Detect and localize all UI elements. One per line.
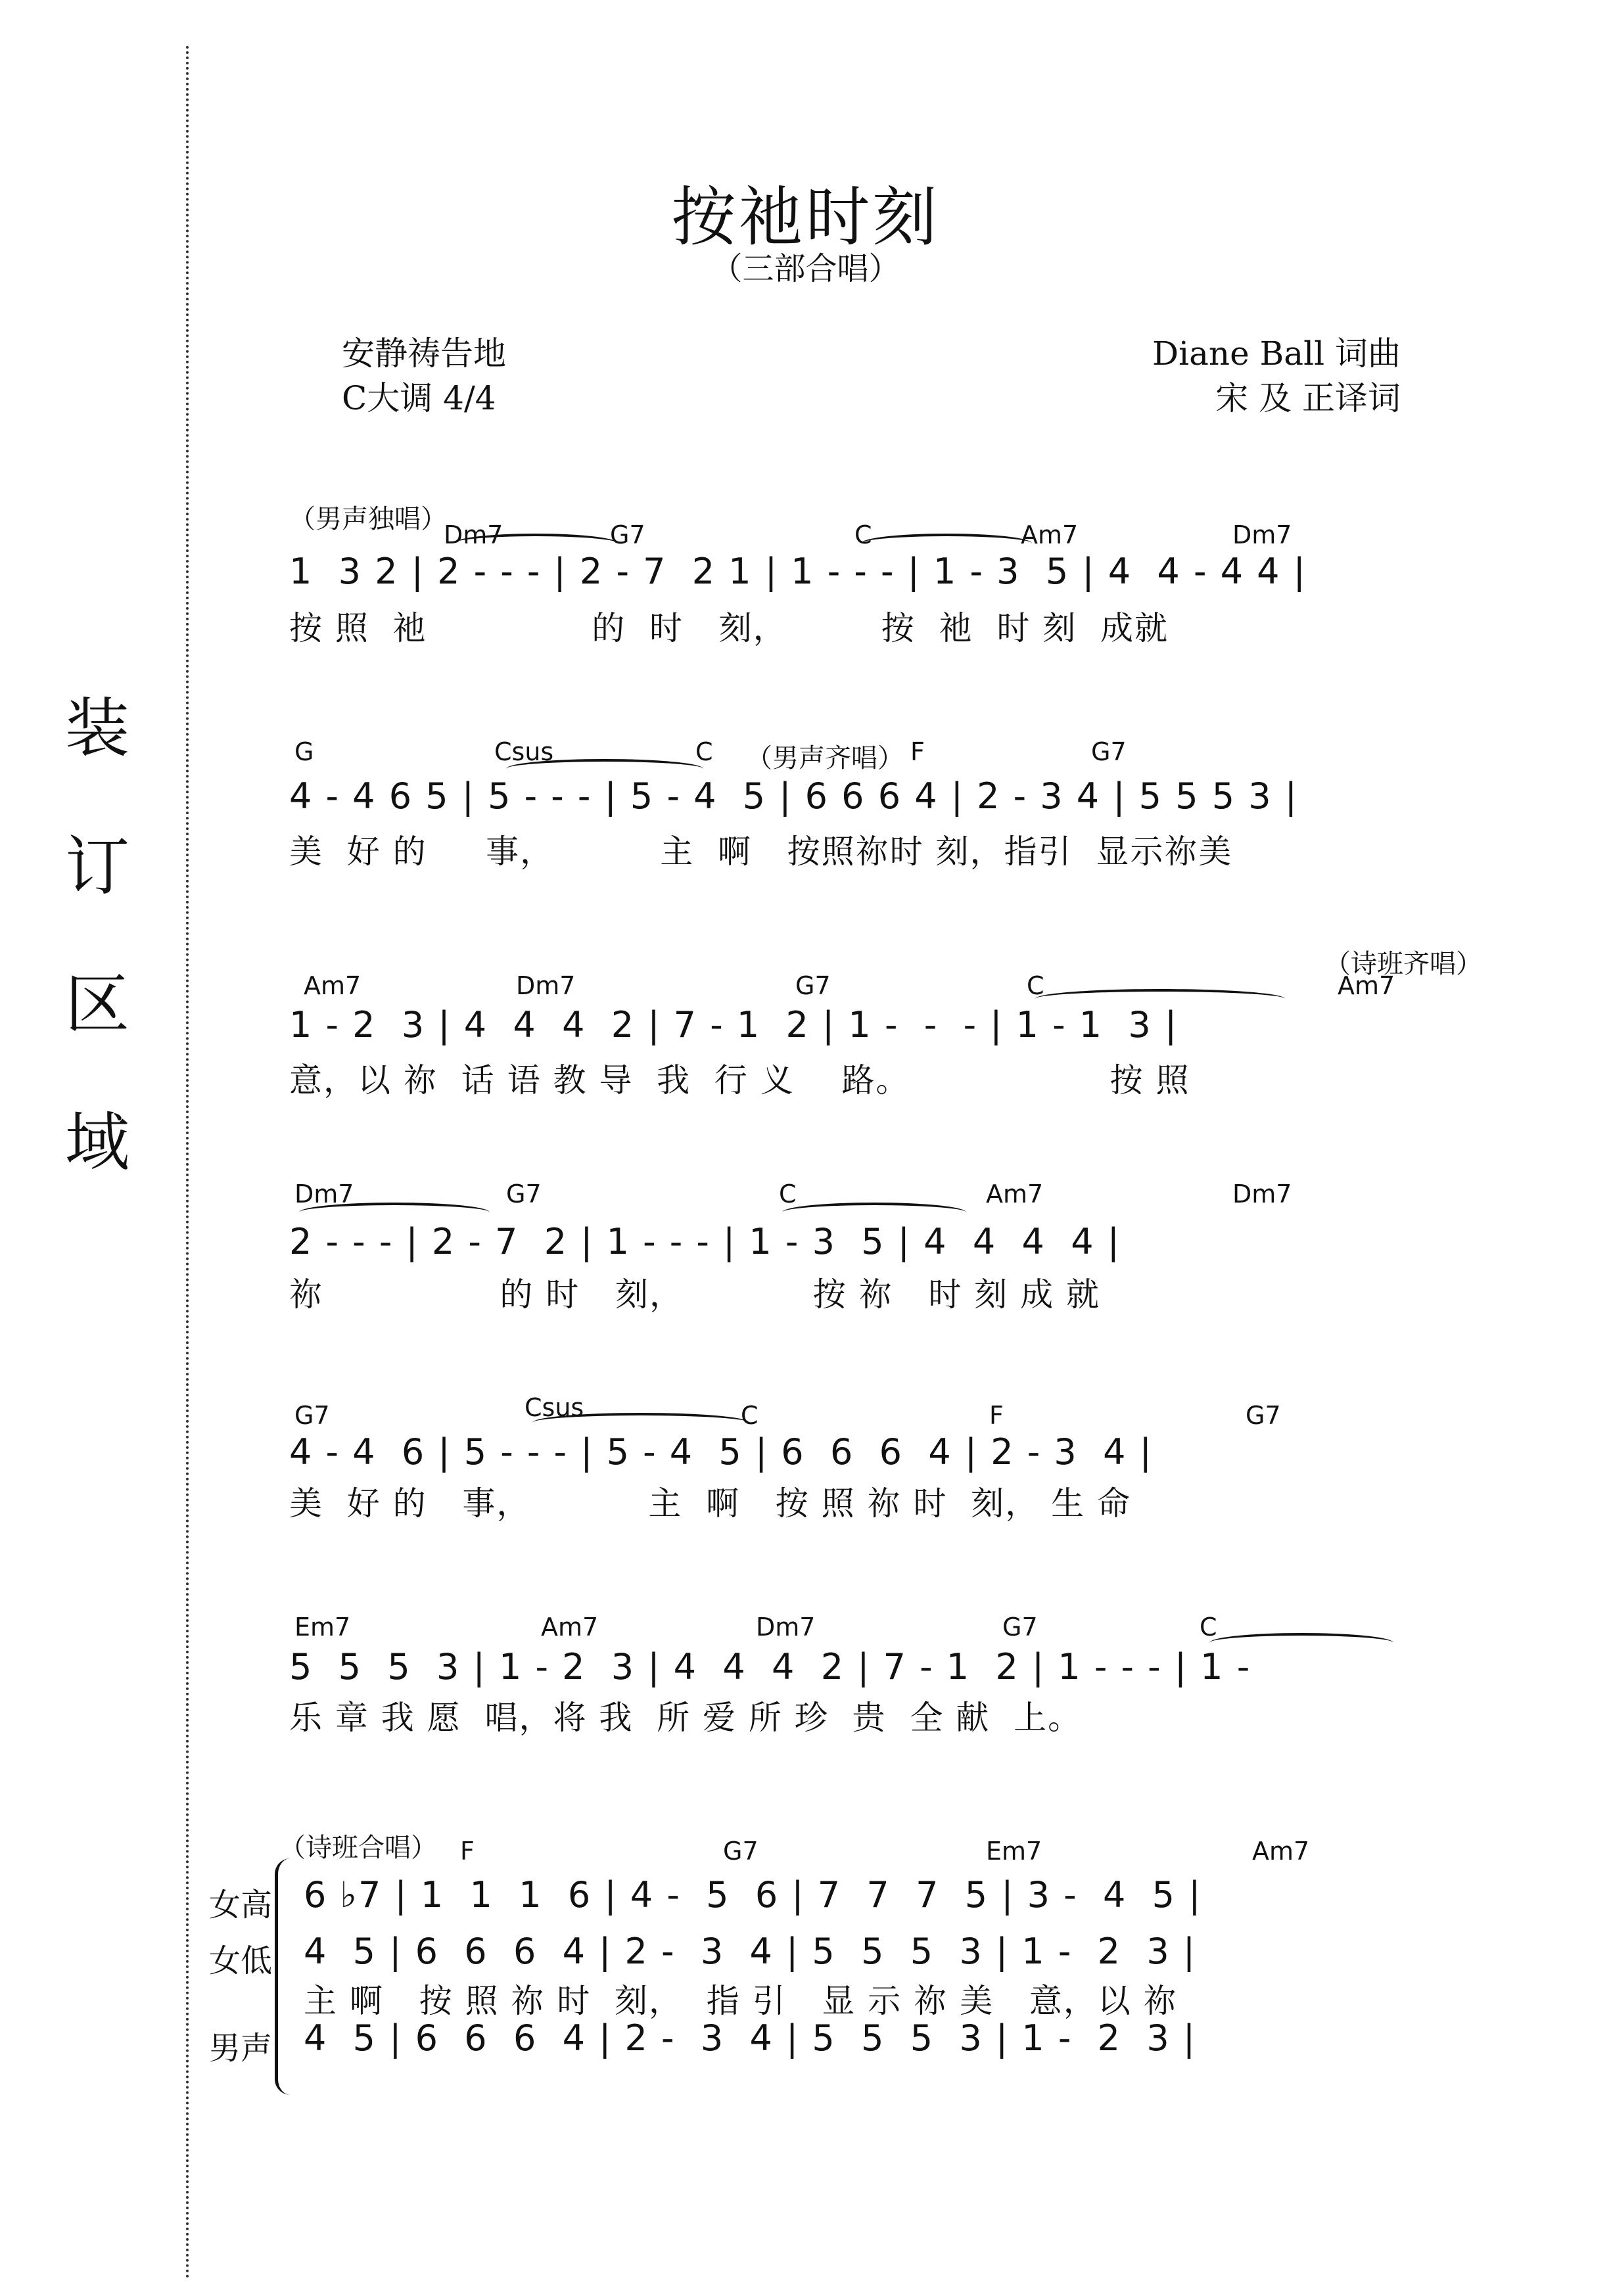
chord: G7 [795, 971, 831, 1000]
translator-credit: 宋 及 正译词 [1215, 379, 1401, 417]
chord: Am7 [304, 971, 362, 1000]
notation-row: 4 - 4 6 5 | 5 - - - | 5 - 4 5 | 6 6 6 4 | 2 - 3 4 | 5 5 5 3 | [289, 775, 1298, 817]
voice-label-male: 男声 [209, 2030, 273, 2067]
chord: F [460, 1837, 475, 1866]
tie-arc [299, 1203, 490, 1222]
chord: C [779, 1180, 797, 1208]
chord: Csus [494, 737, 554, 766]
lyric-row: 乐 章 我 愿 唱，将 我 所 爱 所 珍 贵 全 献 上。 [289, 1699, 1083, 1737]
choral-lyric-row: 主 啊 按 照 祢 时 刻， 指 引 显 示 祢 美 意，以 祢 [304, 1982, 1178, 2020]
chord: Em7 [294, 1613, 351, 1642]
chord: G [294, 737, 314, 766]
chord: C [1200, 1613, 1217, 1642]
chord: C [695, 737, 713, 766]
song-subtitle: （三部合唱） [711, 250, 900, 287]
chord: Dm7 [756, 1613, 816, 1642]
chord: G7 [1002, 1613, 1038, 1642]
song-title: 按祂时刻 [671, 180, 940, 255]
tie-arc [532, 1413, 749, 1433]
lyric-row: 意，以 祢 话 语 教 导 我 行 义 路。 按 照 [289, 1061, 1190, 1099]
chord: Am7 [1252, 1837, 1310, 1866]
binding-char: 订 [64, 829, 129, 904]
chord: Am7 [986, 1180, 1044, 1208]
soprano-row: 6 ♭7 | 1 1 1 6 | 4 - 5 6 | 7 7 7 5 | 3 - 4 5 | [304, 1874, 1202, 1916]
marker-male-solo: （男声独唱） [289, 504, 447, 534]
chord: G7 [610, 520, 645, 549]
tempo-marking: 安静祷告地 [342, 334, 506, 373]
chord: Am7 [541, 1613, 599, 1642]
chord: F [910, 737, 925, 766]
composer-credit: Diane Ball 词曲 [1152, 334, 1401, 373]
chord: Dm7 [444, 520, 503, 549]
lyric-row: 美 好 的 事， 主 啊 按照祢时 刻，指引 显示祢美 [289, 833, 1233, 871]
key-time-signature: C大调 4/4 [342, 379, 496, 417]
voice-label-soprano: 女高 [209, 1887, 273, 1923]
chord: G7 [506, 1180, 542, 1208]
marker-choir-parts: （诗班合唱） [279, 1833, 437, 1863]
chord: Dm7 [516, 971, 576, 1000]
notation-row: 1 - 2 3 | 4 4 4 2 | 7 - 1 2 | 1 - - - | 1 - 1 3 | [289, 1004, 1179, 1045]
notation-row: 4 - 4 6 | 5 - - - | 5 - 4 5 | 6 6 6 4 | 2 - 3 4 | [289, 1431, 1153, 1473]
male-row: 4 5 | 6 6 6 4 | 2 - 3 4 | 5 5 5 3 | 1 - 2 3 | [304, 2017, 1197, 2059]
chord: C [1027, 971, 1044, 1000]
chord: F [989, 1401, 1004, 1430]
binding-dotted-line [186, 46, 189, 2280]
binding-char: 域 [64, 1105, 129, 1180]
lyric-row: 祢 的 时 刻， 按 祢 时 刻 成 就 [289, 1275, 1101, 1314]
marker-choir-unison: （诗班齐唱） [1324, 949, 1482, 979]
chord: Am7 [1021, 520, 1079, 549]
lyric-row: 按 照 祂 的 时 刻， 按 祂 时 刻 成就 [289, 609, 1169, 647]
voice-brace [275, 1858, 292, 2095]
chord: G7 [723, 1837, 759, 1866]
alto-row: 4 5 | 6 6 6 4 | 2 - 3 4 | 5 5 5 3 | 1 - 2 3 | [304, 1931, 1197, 1972]
tie-arc [782, 1203, 966, 1222]
binding-area-label [58, 691, 137, 1249]
chord: G7 [1091, 737, 1127, 766]
binding-char: 区 [64, 967, 129, 1042]
notation-row: 1 3 2 | 2 - - - | 2 - 7 2 1 | 1 - - - | 1 - 3 5 | 4 4 - 4 4 | [289, 551, 1307, 592]
chord: G7 [1246, 1401, 1281, 1430]
chord: C [741, 1401, 759, 1430]
chord: Csus [525, 1393, 584, 1422]
chord: G7 [294, 1401, 330, 1430]
notation-row: 2 - - - | 2 - 7 2 | 1 - - - | 1 - 3 5 | 4 4 4 4 | [289, 1221, 1121, 1262]
chord: Am7 [1338, 971, 1395, 1000]
chord: Dm7 [1232, 1180, 1292, 1208]
chord: Em7 [986, 1837, 1042, 1866]
marker-male-unison: （男声齐唱） [746, 743, 904, 773]
lyric-row: 美 好 的 事， 主 啊 按 照 祢 时 刻， 生 命 [289, 1484, 1132, 1523]
chord: Dm7 [294, 1180, 354, 1208]
chord: C [854, 520, 872, 549]
voice-label-alto: 女低 [209, 1942, 273, 1979]
notation-row: 5 5 5 3 | 1 - 2 3 | 4 4 4 2 | 7 - 1 2 | 1 - - - | 1 - [289, 1646, 1251, 1688]
binding-char: 装 [64, 691, 129, 766]
chord: Dm7 [1232, 520, 1292, 549]
